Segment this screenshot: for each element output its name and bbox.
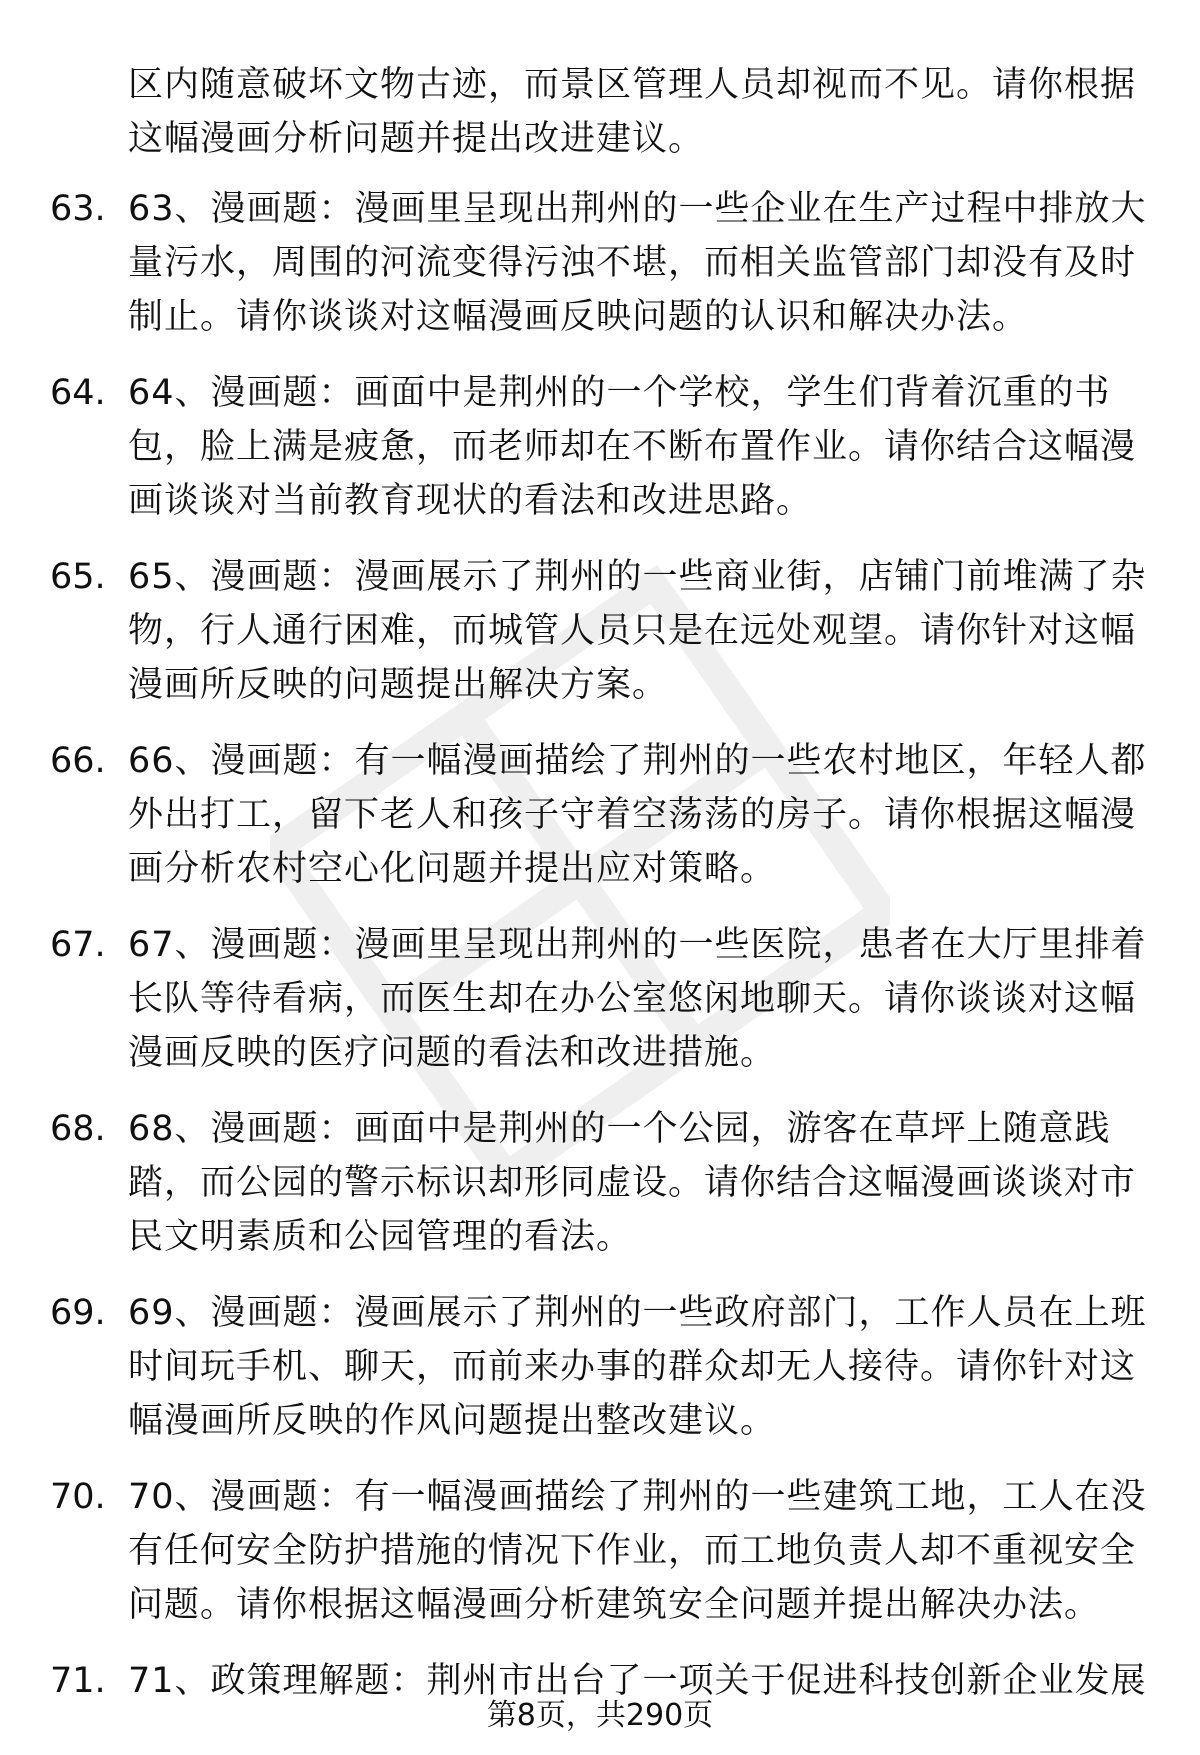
question-item — [0, 366, 1200, 528]
question-item — [0, 918, 1200, 1080]
item-text: 66、漫画题：有一幅漫画描绘了荆州的一些农村地区，年轻人都外出打工，留下老人和孩子守着空荡荡的房子。请你根据这幅漫画分析农村空心化问题并提出应对策略。 — [128, 741, 1147, 889]
item-number: 63. — [50, 189, 106, 229]
question-item — [0, 1102, 1200, 1264]
question-item — [0, 1286, 1200, 1448]
item-number: 70. — [50, 1477, 106, 1517]
item-text: 68、漫画题：画面中是荆州的一个公园，游客在草坪上随意践踏，而公园的警示标识却形同虚设。请你结合这幅漫画谈谈对市民文明素质和公园管理的看法。 — [128, 1109, 1137, 1257]
item-number: 64. — [50, 373, 106, 413]
question-list — [0, 182, 1200, 1730]
question-item — [0, 734, 1200, 896]
question-item — [0, 550, 1200, 712]
item-text: 64、漫画题：画面中是荆州的一个学校，学生们背着沉重的书包，脸上满是疲惫，而老师却在不断布置作业。请你结合这幅漫画谈谈对当前教育现状的看法和改进思路。 — [128, 373, 1137, 521]
item-number: 66. — [50, 741, 106, 781]
question-item — [0, 1470, 1200, 1632]
item-text: 70、漫画题：有一幅漫画描绘了荆州的一些建筑工地，工人在没有任何安全防护措施的情况下作业，而工地负责人却不重视安全问题。请你根据这幅漫画分析建筑安全问题并提出解决办法。 — [128, 1477, 1147, 1625]
item-text: 67、漫画题：漫画里呈现出荆州的一些医院，患者在大厅里排着长队等待看病，而医生却在办公室悠闲地聊天。请你谈谈对这幅漫画反映的医疗问题的看法和改进措施。 — [128, 925, 1147, 1073]
item-number: 65. — [50, 557, 106, 597]
item-number: 71. — [50, 1661, 106, 1701]
item-text: 63、漫画题：漫画里呈现出荆州的一些企业在生产过程中排放大量污水，周围的河流变得污浊不堪，而相关监管部门却没有及时制止。请你谈谈对这幅漫画反映问题的认识和解决办法。 — [128, 189, 1147, 337]
page-footer: 第8页，共290页 — [486, 1698, 714, 1733]
item-number: 67. — [50, 925, 106, 965]
continuation-paragraph: 区内随意破坏文物古迹，而景区管理人员却视而不见。请你根据这幅漫画分析问题并提出改进建议。 — [128, 65, 1137, 159]
item-number: 69. — [50, 1293, 106, 1333]
item-text: 71、政策理解题：荆州市出台了一项关于促进科技创新企业发展 — [128, 1661, 1147, 1701]
item-text: 65、漫画题：漫画展示了荆州的一些商业街，店铺门前堆满了杂物，行人通行困难，而城管人员只是在远处观望。请你针对这幅漫画所反映的问题提出解决方案。 — [128, 557, 1147, 705]
item-number: 68. — [50, 1109, 106, 1149]
item-text: 69、漫画题：漫画展示了荆州的一些政府部门，工作人员在上班时间玩手机、聊天，而前来办事的群众却无人接待。请你针对这幅漫画所反映的作风问题提出整改建议。 — [128, 1293, 1147, 1441]
question-item — [0, 182, 1200, 344]
